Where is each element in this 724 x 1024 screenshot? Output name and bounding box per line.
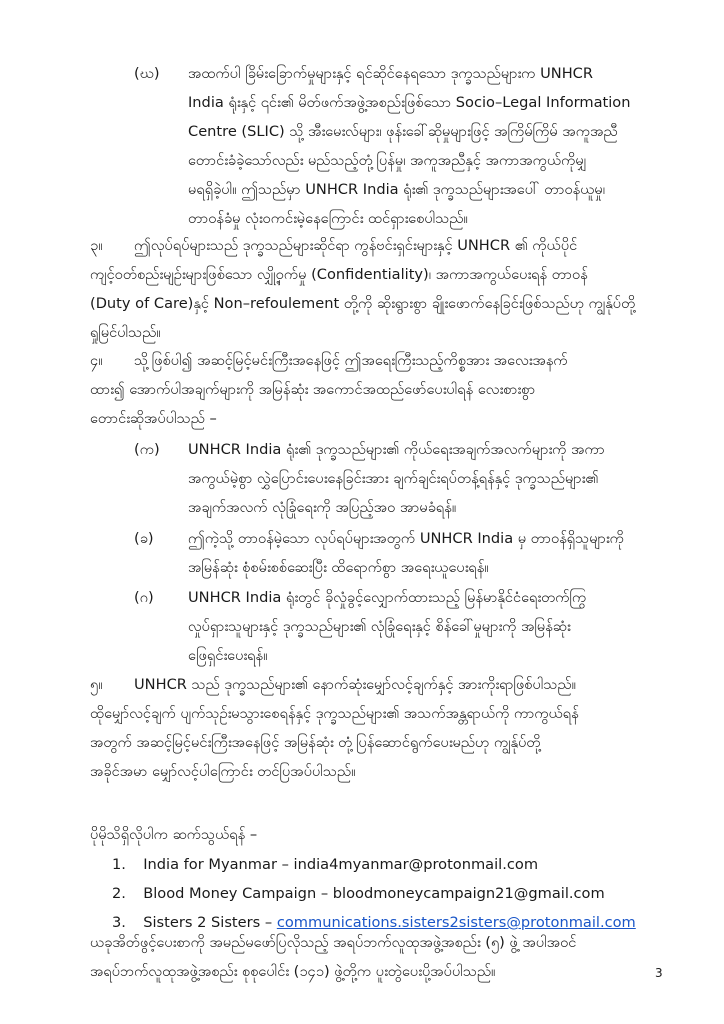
text-line: ရှုမြင်ပါသည်။ bbox=[90, 324, 161, 341]
contact-number: 2. bbox=[112, 885, 126, 902]
text-line: လှုပ်ရှားသူများနှင့် ဒုက္ခသည်များ၏ လုံခြုံရေးနှင့် စိန်ခေါ်မှုများကို အမြန်ဆုံး bbox=[188, 618, 571, 635]
text-line: တာဝန်ခံမှု လုံးဝကင်းမဲ့နေကြောင်း ထင်ရှားစေပါသည်။ bbox=[188, 210, 468, 227]
contact-email[interactable]: bloodmoneycampaign21@gmail.com bbox=[332, 885, 605, 902]
contact-item bbox=[112, 858, 538, 873]
text-line: ဖြေရှင်းပေးရန်။ bbox=[188, 647, 268, 664]
contact-separator: – bbox=[260, 914, 277, 931]
contact-item bbox=[112, 887, 605, 902]
contact-intro: ပိုမိုသိရှိလိုပါက ဆက်သွယ်ရန် – bbox=[90, 826, 258, 843]
text-line: UNHCR သည် ဒုက္ခသည်များ၏ နောက်ဆုံးမျှော်လင့်ချက်နှင့် အားကိုးရာဖြစ်ပါသည်။ bbox=[134, 676, 577, 693]
text-line: Centre (SLIC) သို့ အီးမေးလ်များ၊ ဖုန်းခေါ်ဆိုမှုများဖြင့် အကြိမ်ကြိမ် အကူအညီ bbox=[188, 123, 618, 140]
subitem-marker: (ဂ) bbox=[134, 589, 154, 606]
text-line: အထက်ပါ ခြိမ်းခြောက်မှုများနှင့် ရင်ဆိုင်နေရသော ဒုက္ခသည်များက UNHCR bbox=[188, 65, 594, 82]
paragraph-number: ၃။ bbox=[90, 237, 103, 254]
text-line: ဤလုပ်ရပ်များသည် ဒုက္ခသည်များဆိုင်ရာ ကွန်ဗင်းရှင်းများနှင့် UNHCR ၏ ကိုယ်ပိုင် bbox=[134, 237, 578, 254]
text-line: တောင်းဆိုအပ်ပါသည် – bbox=[90, 410, 217, 427]
contact-separator: – bbox=[276, 856, 294, 873]
contact-name: Blood Money Campaign bbox=[143, 885, 317, 902]
text-line: အချက်အလက် လုံခြုံရေးကို အပြည့်အဝ အာမခံရန်။ bbox=[188, 499, 457, 516]
text-line: (Duty of Care)နှင့် Non–refoulement တို့ကို ဆိုးရွားစွာ ချိုးဖောက်နေခြင်းဖြစ်သည်ဟု ကျွန်ုပ်တို့ bbox=[90, 295, 636, 312]
contact-separator: – bbox=[316, 885, 333, 902]
text-line: India ရုံးနှင့် ၎င်း၏ မိတ်ဖက်အဖွဲ့အစည်းဖြစ်သော Socio–Legal Information bbox=[188, 94, 631, 111]
text-line: ထိုမျှော်လင့်ချက် ပျက်သုဉ်းမသွားစေရန်နှင့် ဒုက္ခသည်များ၏ အသက်အန္တရာယ်ကို ကာကွယ်ရန် bbox=[90, 705, 579, 722]
text-line: အကွယ်မဲ့စွာ လွှဲပြောင်းပေးနေခြင်းအား ချက်ချင်းရပ်တန့်ရန်နှင့် ဒုက္ခသည်များ၏ bbox=[188, 470, 599, 487]
contact-email[interactable]: india4myanmar@protonmail.com bbox=[293, 856, 539, 873]
subitem-marker: (ဃ) bbox=[134, 65, 160, 82]
contact-number: 1. bbox=[112, 856, 126, 873]
text-line: ဤကဲ့သို့ တာဝန်မဲ့သော လုပ်ရပ်များအတွက် UNHCR India မှ တာဝန်ရှိသူများကို bbox=[188, 530, 624, 547]
page-number: 3 bbox=[655, 966, 663, 980]
text-line: အရပ်ဘက်လူထုအဖွဲ့အစည်း စုစုပေါင်း (၁၄၁) ဖွဲ့တို့က ပူးတွဲပေးပို့အပ်ပါသည်။ bbox=[90, 963, 496, 980]
subitem-marker: (က) bbox=[134, 441, 160, 458]
subitem-marker: (ခ) bbox=[134, 530, 154, 547]
text-line: UNHCR India ရုံးတွင် ခိုလှုံခွင့်လျှောက်ထားသည့် မြန်မာနိုင်ငံရေးတက်ကြွ bbox=[188, 589, 587, 606]
text-line: ကျင့်ဝတ်စည်းမျဉ်းများဖြစ်သော လျှို့ဝှက်မှု (Confidentiality)၊ အကာအကွယ်ပေးရန် တာဝန် bbox=[90, 266, 588, 283]
contact-name: Sisters 2 Sisters bbox=[143, 914, 261, 931]
text-line: ယခုအိတ်ဖွင့်ပေးစာကို အမည်မဖော်ပြလိုသည့် အရပ်ဘက်လူထုအဖွဲ့အစည်း (၅) ဖွဲ့ အပါအဝင် bbox=[90, 934, 577, 951]
text-line: သို့ဖြစ်ပါ၍ အဆင့်မြင့်မင်းကြီးအနေဖြင့် ဤအရေးကြီးသည့်ကိစ္စအား အလေးအနက် bbox=[134, 352, 568, 369]
contact-name: India for Myanmar bbox=[143, 856, 277, 873]
paragraph-number: ၅။ bbox=[90, 676, 103, 693]
paragraph-number: ၄။ bbox=[90, 352, 103, 369]
contact-email-link[interactable]: communications.sisters2sisters@protonmail.com bbox=[276, 914, 636, 931]
text-line: UNHCR India ရုံး၏ ဒုက္ခသည်များ၏ ကိုယ်ရေးအချက်အလက်များကို အကာ bbox=[188, 441, 605, 458]
text-line: တောင်းခံခဲ့သော်လည်း မည်သည့်တုံ့ပြန်မှု၊ အကူအညီနှင့် အကာအကွယ်ကိုမျှ bbox=[188, 152, 587, 169]
text-line: အတွက် အဆင့်မြင့်မင်းကြီးအနေဖြင့် အမြန်ဆုံး တုံ့ပြန်ဆောင်ရွက်ပေးမည်ဟု ကျွန်ုပ်တို့ bbox=[90, 734, 541, 751]
text-line: အမြန်ဆုံး စုံစမ်းစစ်ဆေးပြီး ထိရောက်စွာ အရေးယူပေးရန်။ bbox=[188, 559, 489, 576]
contact-item bbox=[112, 916, 636, 931]
text-line: ထား၍ အောက်ပါအချက်များကို အမြန်ဆုံး အကောင်အထည်ဖော်ပေးပါရန် လေးစားစွာ bbox=[90, 381, 536, 398]
text-line: မရရှိခဲ့ပါ။ ဤသည်မှာ UNHCR India ရုံး၏ ဒုက္ခသည်များအပေါ် တာဝန်ယူမှု၊ bbox=[188, 181, 606, 198]
text-line: အခိုင်အမာ မျှော်လင့်ပါကြောင်း တင်ပြအပ်ပါသည်။ bbox=[90, 763, 356, 780]
contact-number: 3. bbox=[112, 914, 126, 931]
